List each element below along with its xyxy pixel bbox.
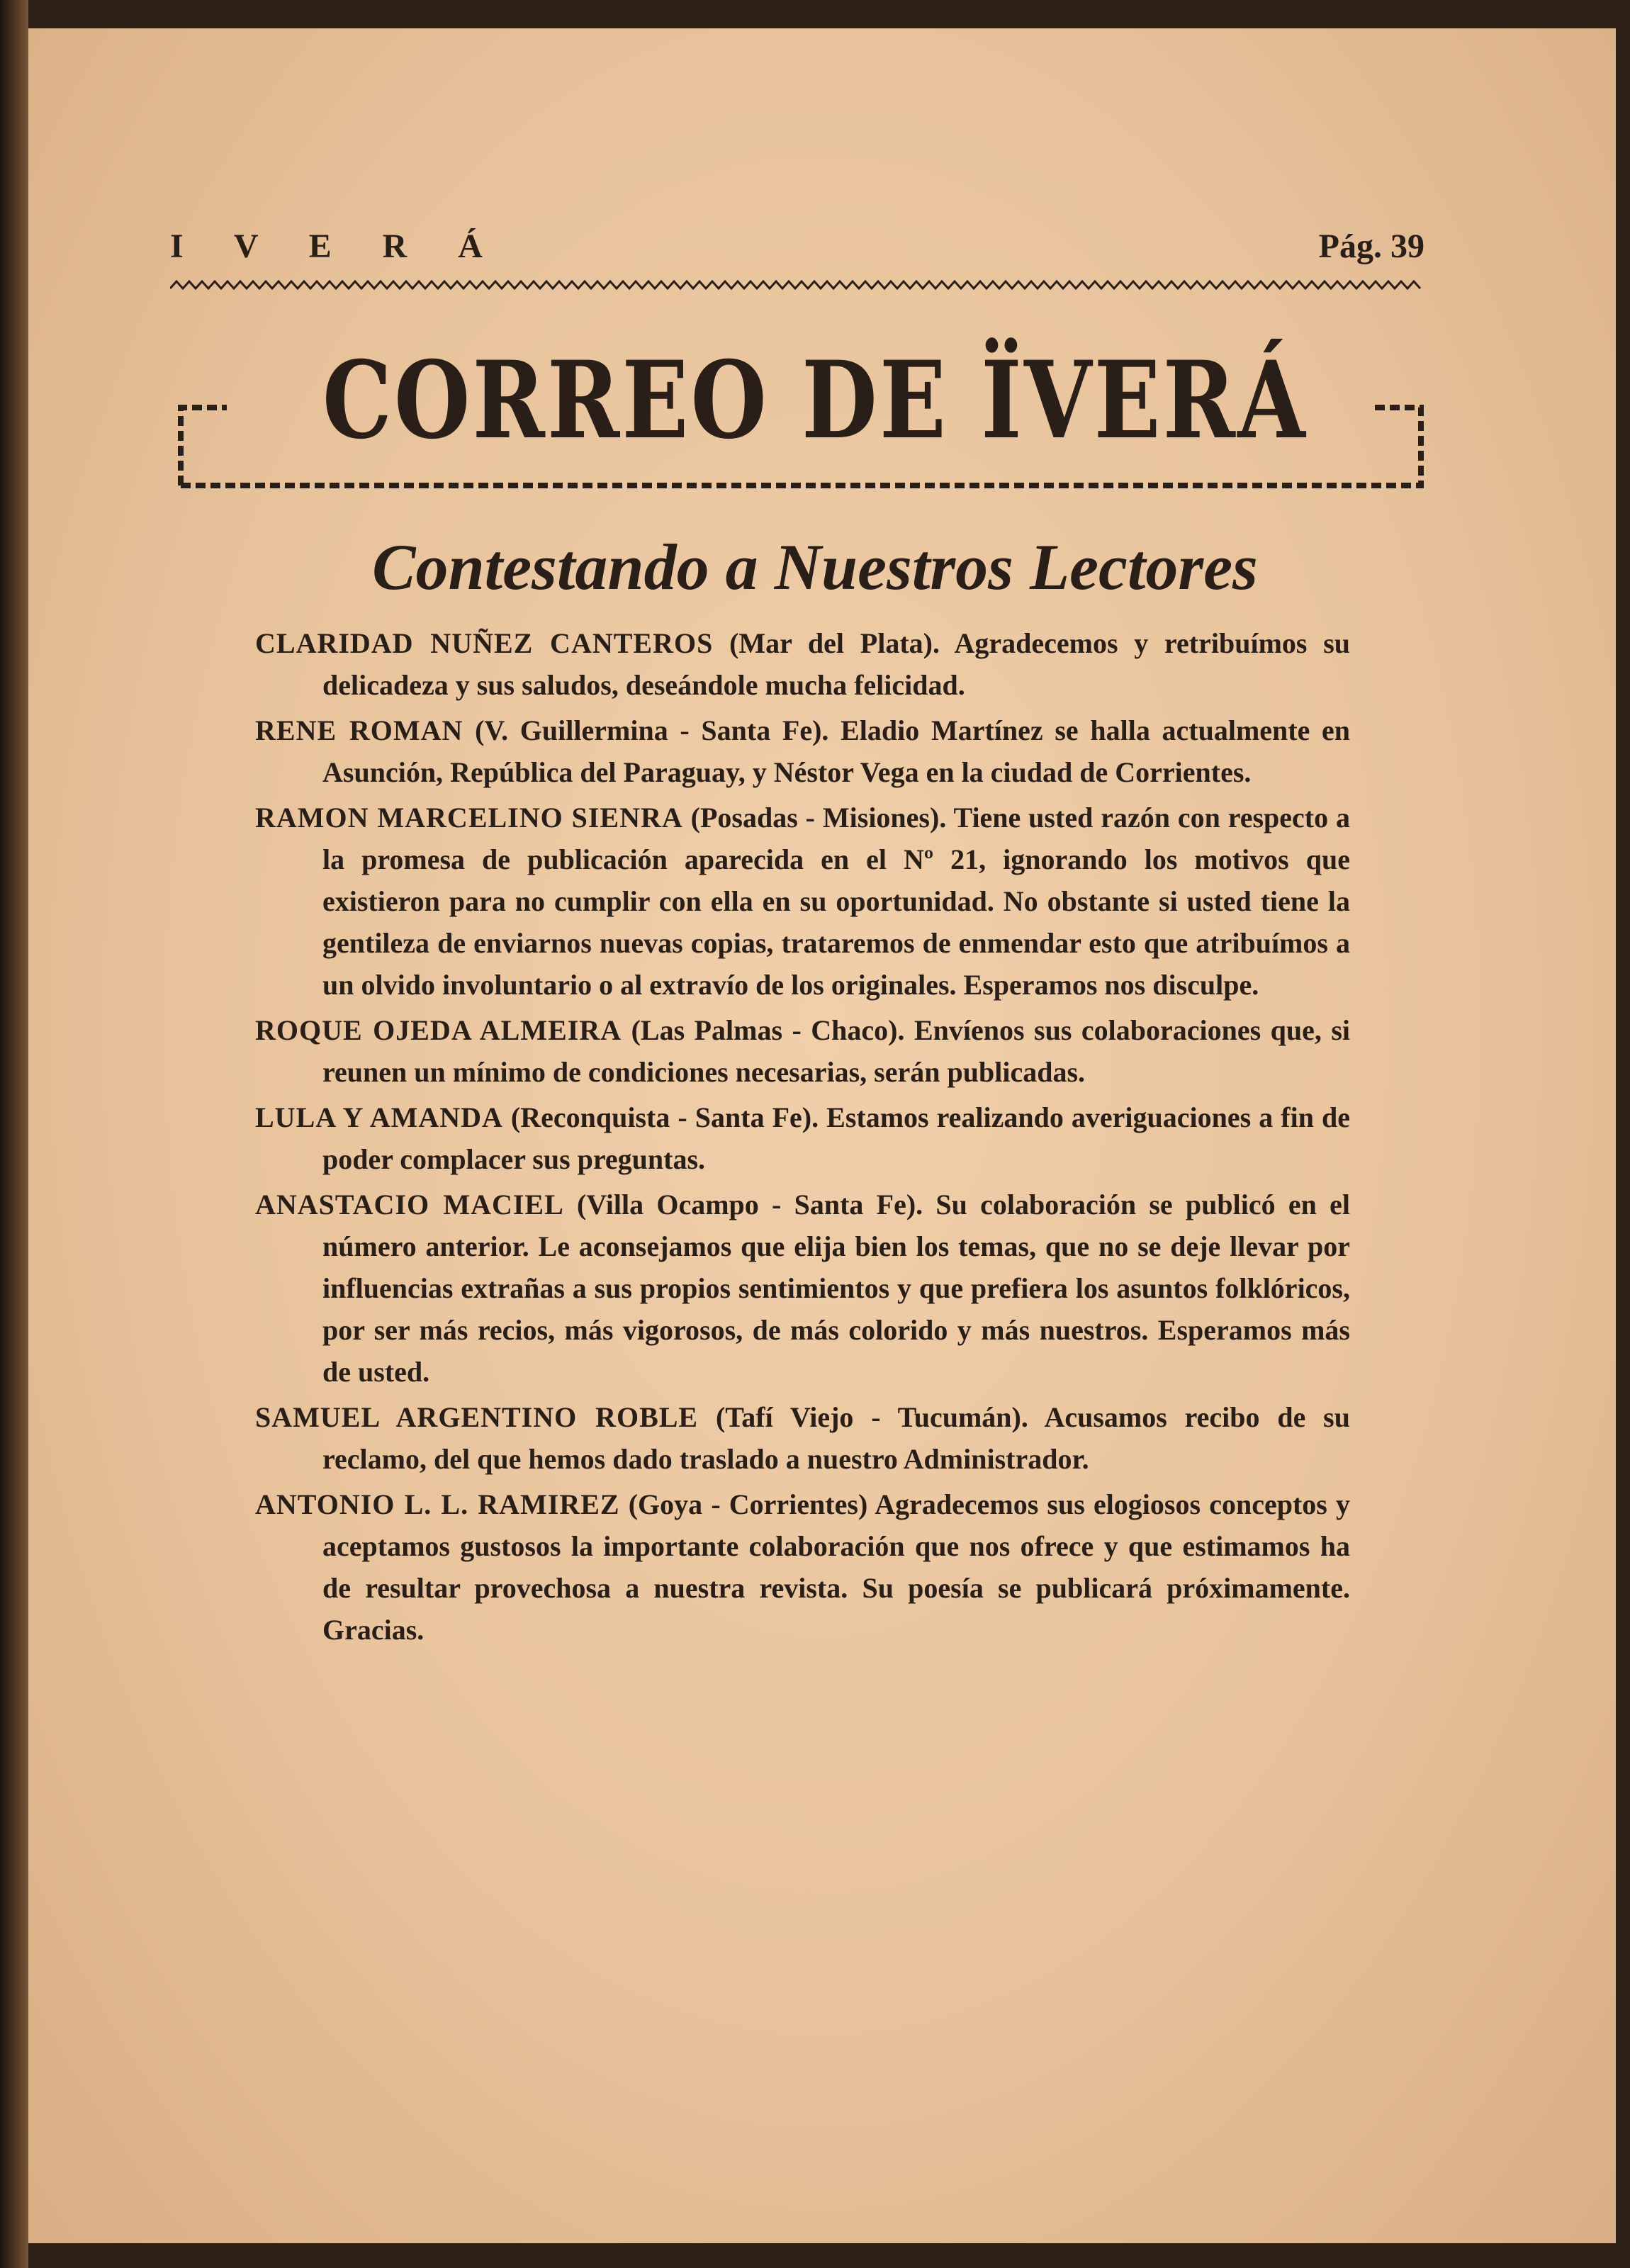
section-title: CORREO DE ÏVERÁ [322,338,1308,463]
reader-place: (Las Palmas - Chaco). [631,1014,905,1046]
letter-entry [255,709,1350,793]
reader-place: (Posadas - Misiones). [690,802,947,833]
letter-entry [255,622,1350,706]
reply-text: Agradecemos y retribuímos su delicadeza y sus saludos, deseándole mucha felicidad. [322,627,1351,701]
reader-place: (Mar del Plata). [729,627,940,659]
letter-entry [255,1483,1350,1651]
reader-name: ROQUE OJEDA ALMEIRA [255,1014,622,1046]
reader-place: (V. Guillermina - Santa Fe). [475,714,829,746]
reader-name: ANTONIO L. L. RAMIREZ [255,1488,620,1520]
reply-text: Eladio Martínez se halla actualmente en Asunción, República del Paraguay, y Néstor Vega en la ciudad de Corrientes. [322,714,1351,788]
letters-list [255,622,1350,1654]
reader-name: SAMUEL ARGENTINO ROBLE [255,1401,699,1433]
reply-text: Estamos realizando averiguaciones a fin de poder complacer sus preguntas. [322,1101,1350,1175]
reply-text: Agradecemos sus elogiosos conceptos y aceptamos gustosos la importante colaboración que nos ofrece y que estimamos ha de resultar provechosa a nuestra revista. Su poesía se publicará próximamente. Gracias. [322,1488,1351,1646]
page-number: Pág. 39 [1318,228,1424,265]
letter-entry [255,1396,1350,1480]
reply-text: Envíenos sus colaboraciones que, si reunen un mínimo de condiciones necesarias, serán publicadas. [322,1014,1351,1088]
reader-place: (Goya - Corrientes) [628,1488,868,1520]
reader-place: (Tafí Viejo - Tucumán). [715,1401,1028,1433]
zigzag-rule [170,280,1424,290]
running-title: I V E R Á [170,228,504,265]
reader-name: RAMON MARCELINO SIENRA [255,802,683,833]
page-header [170,227,1424,269]
reply-text: Tiene usted razón con respecto a la promesa de publicación aparecida en el Nº 21, ignorando los motivos que existieron para no cumplir con ella en su oportunidad. No obstante si usted tiene la gentileza de enviarnos nuevas copias, trataremos de enmendar esto que atribuímos a un olvido involuntario o al extravío de los originales. Esperamos nos disculpe. [322,802,1351,1001]
reader-name: RENE ROMAN [255,714,463,746]
reader-place: (Villa Ocampo - Santa Fe). [577,1189,923,1220]
letter-entry [255,1184,1350,1393]
book-spine [0,0,28,2268]
reader-name: LULA Y AMANDA [255,1101,503,1133]
reader-name: ANASTACIO MACIEL [255,1189,564,1220]
letter-entry [255,1009,1350,1093]
reply-text: Acusamos recibo de su reclamo, del que hemos dado traslado a nuestro Administrador. [322,1401,1350,1475]
reader-name: CLARIDAD NUÑEZ CANTEROS [255,627,714,659]
reader-place: (Reconquista - Santa Fe). [510,1101,819,1133]
subtitle: Contestando a Nuestros Lectores [372,531,1258,603]
letter-entry [255,797,1350,1006]
letter-entry [255,1096,1350,1180]
reply-text: Su colaboración se publicó en el número anterior. Le aconsejamos que elija bien los temas, que no se deje llevar por influencias extrañas a sus propios sentimientos y que prefiera los asuntos folklóricos, por ser más recios, más vigorosos, de más colorido y más nuestros. Esperamos más de usted. [322,1189,1351,1388]
